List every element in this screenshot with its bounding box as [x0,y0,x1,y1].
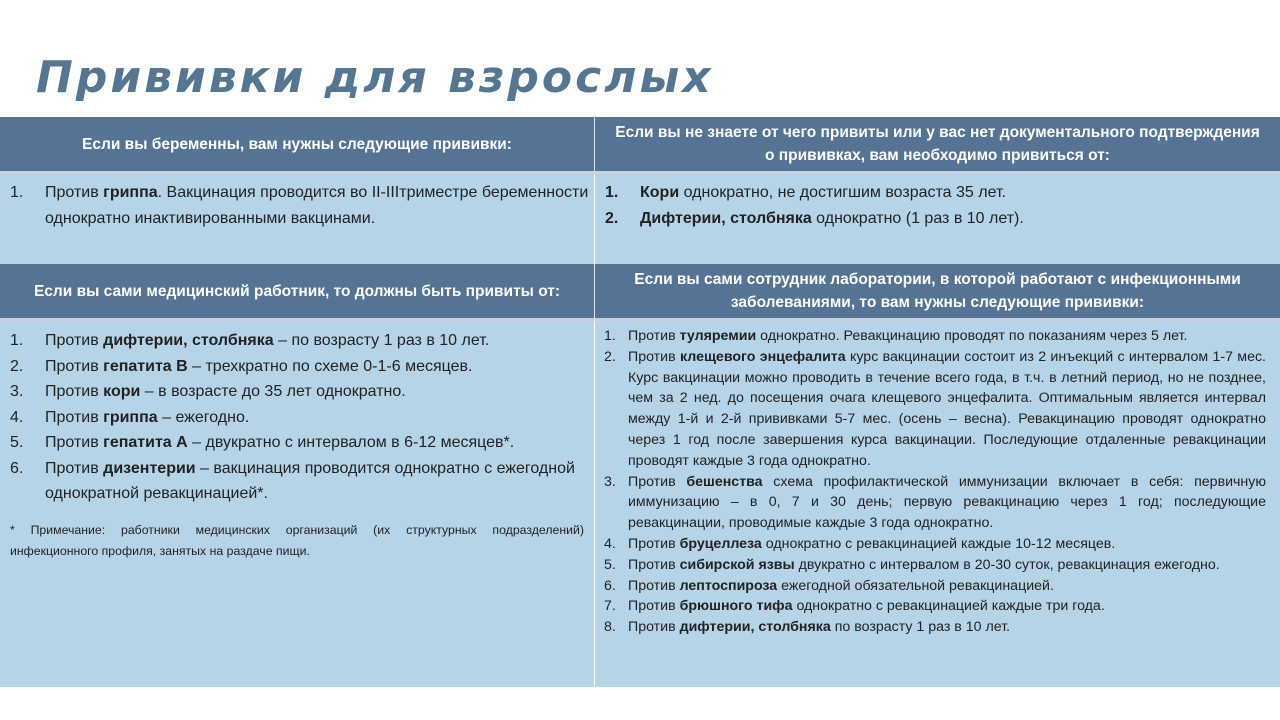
item-prefix: Против [45,332,104,349]
list-item [595,347,1266,472]
item-number: 5. [604,556,616,573]
item-prefix: Против [45,357,104,375]
list-item [0,456,594,507]
item-vaccine: клещевого энцефалита [679,348,846,365]
item-vaccine: лептоспироза [679,577,778,594]
item-prefix: Против [628,535,680,552]
item-vaccine: дифтерии, столбняка [103,332,274,349]
pregnant-header: Если вы беременны, вам нужны следующие прививки: [0,117,595,174]
list-item [0,379,594,405]
item-prefix: Против [628,556,680,573]
list-item [595,206,1280,232]
item-description: однократно. Ревакцинацию проводят по показаниям через 5 лет. [756,328,1188,344]
list-item [595,576,1266,597]
pregnant-body [0,174,595,264]
item-prefix: Против [628,348,680,365]
item-prefix: Против [628,619,680,636]
item-number: 7. [604,598,616,615]
item-description: ежегодной обязательной ревакцинацией. [777,577,1054,594]
item-number: 5. [10,434,24,451]
item-vaccine: гриппа [103,408,158,426]
list-item [595,534,1266,555]
item-number: 1. [605,184,619,201]
item-number: 3. [10,383,24,400]
unknown-status-body [595,174,1280,264]
item-number: 4. [604,535,616,552]
item-prefix: Против [628,328,680,344]
item-prefix: Против [628,577,680,594]
item-vaccine: сибирской язвы [679,556,795,573]
item-vaccine: гепатита А [103,434,188,451]
item-vaccine: дифтерии, столбняка [679,619,831,636]
lab-worker-header: Если вы сами сотрудник лаборатории, в которой работают с инфекционными заболеваниями, то вам нужны следующие прививки: [595,264,1280,321]
item-description: двукратно с интервалом в 20-30 суток, ревакцинация ежегодно. [794,556,1220,573]
unknown-status-header: Если вы не знаете от чего привиты или у вас нет документального подтверждения о прививках, вам необходимо привиться от: [595,117,1280,174]
medical-worker-list [0,328,594,507]
list-item [0,405,594,431]
unknown-status-list [595,180,1280,231]
item-description: однократно (1 раз в 10 лет). [811,209,1024,227]
list-item [0,180,594,231]
item-number: 3. [604,473,616,490]
item-vaccine: Кори [640,184,680,201]
item-description: однократно с ревакцинацией каждые 10-12 месяцев. [761,535,1116,552]
item-prefix: Против [45,434,104,451]
item-vaccine: бруцеллеза [679,535,762,552]
list-item [0,354,594,380]
item-vaccine: Дифтерии, столбняка [640,209,812,227]
medical-worker-header: Если вы сами медицинский работник, то должны быть привиты от: [0,264,595,321]
list-item [0,430,594,456]
item-vaccine: туляремии [679,328,757,344]
list-item [0,328,594,354]
item-vaccine: дизентерии [103,459,196,477]
medical-worker-body [0,321,595,687]
item-description: по возрасту 1 раз в 10 лет. [830,619,1011,636]
item-number: 2. [605,209,619,227]
list-item [595,180,1280,206]
item-prefix: Против [45,383,104,400]
page-title: Прививки для взрослых [36,52,714,103]
lab-worker-body [595,321,1280,687]
item-number: 6. [10,459,24,477]
item-prefix: Против [45,408,104,426]
item-vaccine: кори [103,383,141,400]
vaccination-table [0,117,1280,687]
medical-footnote: * Примечание: работники медицинских организаций (их структурных подразделений) инфекционного профиля, занятых на раздаче пищи. [10,522,584,558]
list-item [595,326,1266,347]
item-description: однократно, не достигшим возраста 35 лет. [679,184,1006,201]
item-vaccine: гриппа [103,184,158,201]
item-description: – по возрасту 1 раз в 10 лет. [273,332,490,349]
lab-worker-list [595,326,1266,638]
item-vaccine: гепатита В [103,357,188,375]
item-number: 4. [10,408,24,426]
item-description: однократно с ревакцинацией каждые три года. [792,598,1105,615]
list-item [595,472,1266,534]
list-item [595,596,1266,617]
item-description: схема профилактической иммунизации включает в себя: первичную иммунизацию – в 0, 7 и 30 день; первую ревакцинацию через 1 год; последующие ревакцинации, проводимые каждые 3 года однократно. [628,473,1266,532]
item-prefix: Против [45,184,104,201]
item-prefix: Против [628,598,680,615]
pregnant-list [0,180,594,231]
item-number: 8. [604,619,616,636]
list-item [595,617,1266,638]
item-number: 1. [10,184,24,201]
item-description: – двукратно с интервалом в 6-12 месяцев*. [187,434,515,451]
item-description: . Вакцинация проводится во II-IIIтриместре беременности однократно инактивированными вакцинами. [45,184,589,227]
item-number: 2. [10,357,24,375]
list-item [595,555,1266,576]
item-vaccine: бешенства [686,473,763,490]
item-description: – вакцинация проводится однократно с ежегодной однократной ревакцинацией*. [45,459,575,502]
item-number: 6. [604,577,616,594]
item-description: – в возрасте до 35 лет однократно. [140,383,406,400]
item-number: 2. [604,348,616,365]
item-description: – трехкратно по схеме 0-1-6 месяцев. [187,357,473,375]
item-number: 1. [604,328,616,344]
item-vaccine: брюшного тифа [679,598,793,615]
item-description: курс вакцинации состоит из 2 инъекций с интервалом 1-7 мес. Курс вакцинации можно проводить в течение всего года, в т.ч. в летний период, но не позднее, чем за 2 нед. до посещения очага клещевого энцефалита. Оптимальным является интервал между 1-й и 2-й прививками 5-7 мес. (осень – весна). Ревакцинацию проводят однократно через 1 год после завершения курса вакцинации. Последующие отдаленные ревакцинации проводят каждые 3 года однократно. [628,348,1266,469]
item-prefix: Против [45,459,104,477]
item-prefix: Против [628,473,687,490]
item-number: 1. [10,332,24,349]
item-description: – ежегодно. [157,408,250,426]
